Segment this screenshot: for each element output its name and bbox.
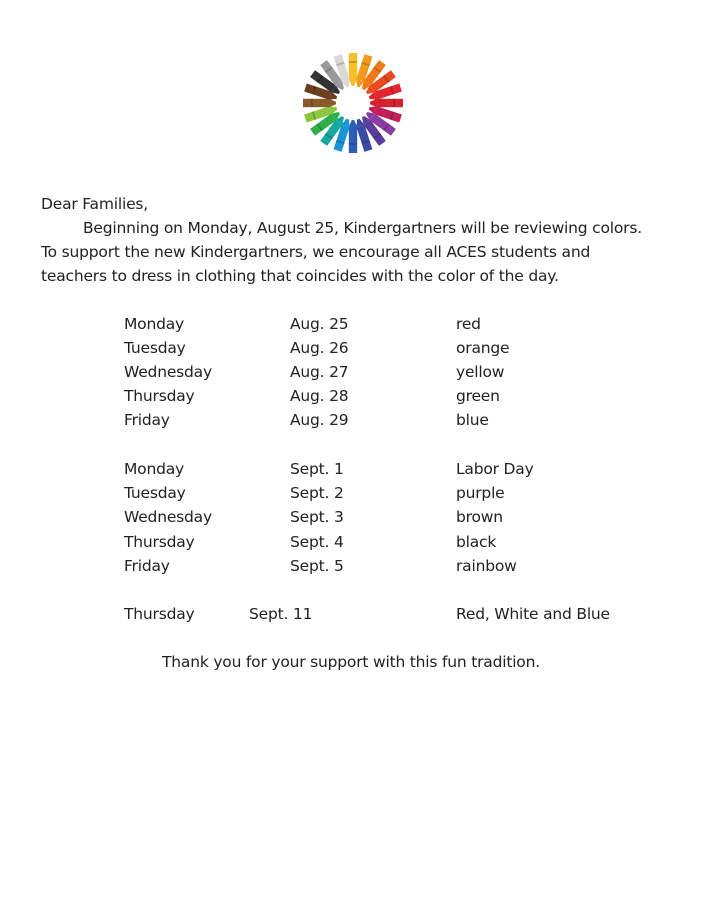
schedule-color: green: [456, 387, 500, 405]
schedule-date: Aug. 28: [290, 387, 349, 405]
schedule-date: Sept. 1: [290, 460, 344, 478]
schedule-day: Wednesday: [124, 363, 212, 381]
schedule-date: Sept. 2: [290, 484, 344, 502]
schedule-day: Wednesday: [124, 508, 212, 526]
schedule-date: Sept. 11: [249, 605, 313, 623]
schedule-color: rainbow: [456, 557, 517, 575]
schedule-date: Aug. 26: [290, 339, 349, 357]
schedule-day: Tuesday: [124, 484, 186, 502]
schedule-day: Friday: [124, 557, 170, 575]
schedule-date: Aug. 29: [290, 411, 349, 429]
intro-line-2: To support the new Kindergartners, we encourage all ACES students and: [41, 243, 591, 261]
schedule-date: Aug. 25: [290, 315, 349, 333]
schedule-color: Labor Day: [456, 460, 534, 478]
schedule-date: Aug. 27: [290, 363, 349, 381]
crayon-shape: [349, 120, 357, 153]
schedule-color: black: [456, 533, 497, 551]
schedule-color: Red, White and Blue: [456, 605, 610, 623]
schedule-date: Sept. 4: [290, 533, 344, 551]
schedule-color: red: [456, 315, 481, 333]
crayon-shape: [303, 99, 336, 107]
schedule-day: Friday: [124, 411, 170, 429]
schedule-date: Sept. 5: [290, 557, 344, 575]
schedule-color: blue: [456, 411, 489, 429]
schedule-date: Sept. 3: [290, 508, 344, 526]
schedule-day: Tuesday: [124, 339, 186, 357]
schedule-day: Thursday: [124, 533, 195, 551]
crayon-shape: [349, 53, 357, 86]
schedule-day: Thursday: [124, 387, 195, 405]
crayon-shape: [370, 99, 403, 107]
schedule-day: Monday: [124, 460, 184, 478]
schedule-color: orange: [456, 339, 510, 357]
schedule-color: yellow: [456, 363, 505, 381]
schedule-color: brown: [456, 508, 503, 526]
schedule-color: purple: [456, 484, 505, 502]
closing-line: Thank you for your support with this fun tradition.: [162, 653, 540, 671]
schedule-day: Thursday: [124, 605, 195, 623]
greeting: Dear Families,: [41, 195, 149, 213]
crayon-wheel-icon: [292, 42, 414, 164]
intro-line-1: Beginning on Monday, August 25, Kindergartners will be reviewing colors.: [83, 219, 642, 237]
schedule-day: Monday: [124, 315, 184, 333]
intro-line-3: teachers to dress in clothing that coincides with the color of the day.: [41, 267, 559, 285]
